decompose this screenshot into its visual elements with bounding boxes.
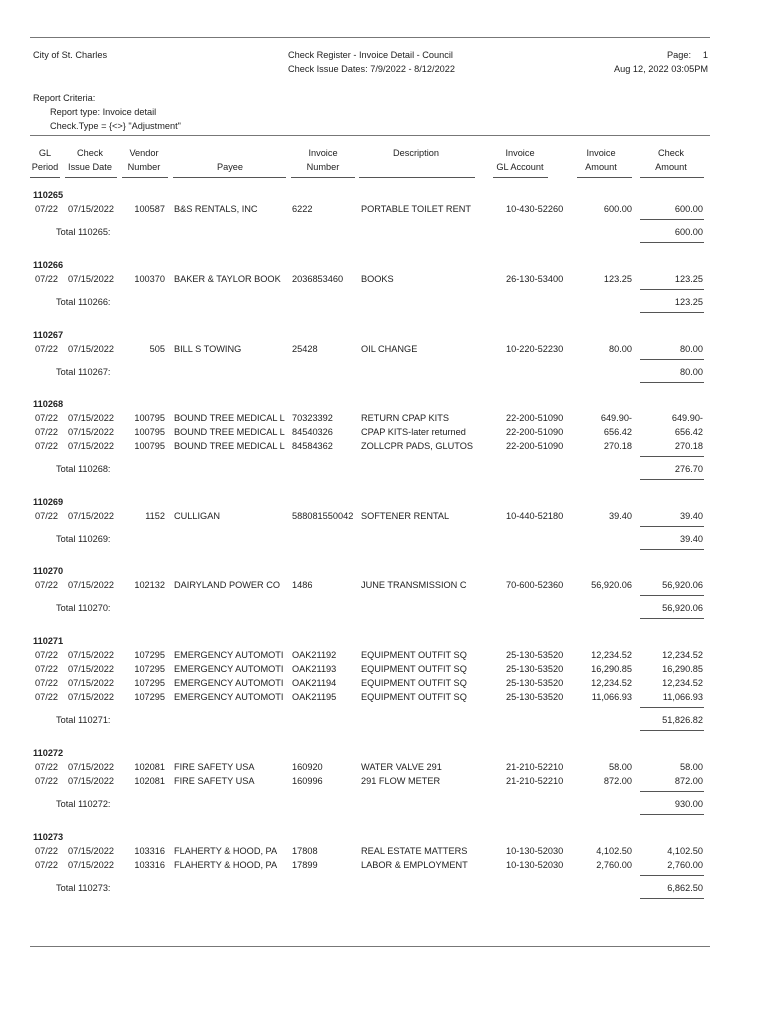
cell-invoice-amount: 80.00: [609, 344, 632, 354]
check-number: 110270: [33, 566, 64, 576]
cell-check-date: 07/15/2022: [68, 776, 114, 786]
cell-check-date: 07/15/2022: [68, 344, 114, 354]
group-total-label: Total 110268:: [56, 464, 111, 474]
cell-invoice-number: 6222: [292, 204, 313, 214]
cell-payee: B&S RENTALS, INC: [174, 204, 258, 214]
col-check-date-2: Issue Date: [68, 162, 112, 172]
amount-underline: [640, 219, 704, 220]
cell-invoice-number: OAK21193: [292, 664, 337, 674]
cell-gl-account: 22-200-51090: [506, 441, 564, 451]
col-vendor-1: Vendor: [129, 148, 159, 158]
col-check-amount-1: Check: [657, 148, 685, 158]
cell-gl-account: 25-130-53520: [506, 664, 564, 674]
cell-payee: EMERGENCY AUTOMOTI: [174, 664, 284, 674]
col-underline: [493, 177, 548, 178]
cell-check-amount: 600.00: [674, 204, 703, 214]
total-underline: [640, 479, 704, 480]
cell-payee: BOUND TREE MEDICAL L: [174, 427, 285, 437]
cell-invoice-amount: 12,234.52: [591, 678, 632, 688]
check-number: 110271: [33, 636, 64, 646]
top-rule: [30, 37, 710, 38]
group-total-label: Total 110272:: [56, 799, 111, 809]
cell-vendor-number: 100587: [134, 204, 165, 214]
cell-gl-period: 07/22: [35, 413, 58, 423]
col-underline: [359, 177, 475, 178]
page-label: Page:: [667, 50, 692, 60]
cell-check-amount: 80.00: [680, 344, 703, 354]
cell-vendor-number: 100370: [134, 274, 165, 284]
bottom-rule: [30, 946, 710, 947]
cell-gl-account: 10-220-52230: [506, 344, 564, 354]
criteria-check-type: Check.Type = {<>} "Adjustment": [50, 121, 181, 131]
group-total-label: Total 110271:: [56, 715, 111, 725]
cell-invoice-number: OAK21194: [292, 678, 337, 688]
cell-invoice-number: OAK21195: [292, 692, 337, 702]
cell-gl-period: 07/22: [35, 650, 58, 660]
page-number: 1: [702, 50, 708, 60]
cell-description: LABOR & EMPLOYMENT: [361, 860, 468, 870]
cell-check-date: 07/15/2022: [68, 441, 114, 451]
cell-payee: FIRE SAFETY USA: [174, 762, 255, 772]
cell-check-amount: 12,234.52: [662, 678, 703, 688]
cell-invoice-number: 70323392: [292, 413, 333, 423]
cell-payee: EMERGENCY AUTOMOTI: [174, 650, 284, 660]
cell-gl-account: 25-130-53520: [506, 650, 564, 660]
cell-payee: CULLIGAN: [174, 511, 220, 521]
cell-gl-account: 70-600-52360: [506, 580, 564, 590]
col-check-date-1: Check: [76, 148, 104, 158]
col-underline: [30, 177, 60, 178]
cell-invoice-number: OAK21192: [292, 650, 337, 660]
cell-invoice-number: 588081550042: [292, 511, 354, 521]
cell-gl-account: 10-130-52030: [506, 860, 564, 870]
cell-vendor-number: 103316: [134, 860, 165, 870]
cell-gl-period: 07/22: [35, 664, 58, 674]
cell-payee: EMERGENCY AUTOMOTI: [174, 692, 284, 702]
cell-description: RETURN CPAP KITS: [361, 413, 449, 423]
cell-description: ZOLLCPR PADS, GLUTOS: [361, 441, 473, 451]
total-underline: [640, 382, 704, 383]
cell-invoice-amount: 4,102.50: [596, 846, 632, 856]
cell-check-date: 07/15/2022: [68, 650, 114, 660]
report-dates: Check Issue Dates: 7/9/2022 - 8/12/2022: [288, 64, 456, 74]
group-total-amount: 6,862.50: [667, 883, 703, 893]
cell-check-amount: 4,102.50: [667, 846, 703, 856]
cell-check-amount: 39.40: [680, 511, 703, 521]
total-underline: [640, 730, 704, 731]
cell-vendor-number: 100795: [134, 413, 165, 423]
cell-description: SOFTENER RENTAL: [361, 511, 450, 521]
criteria-heading: Report Criteria:: [33, 93, 96, 103]
amount-underline: [640, 791, 704, 792]
cell-payee: BAKER & TAYLOR BOOK: [174, 274, 281, 284]
group-total-label: Total 110270:: [56, 603, 111, 613]
col-gl-account-2: GL Account: [496, 162, 544, 172]
group-total-label: Total 110267:: [56, 367, 111, 377]
cell-description: REAL ESTATE MATTERS: [361, 846, 468, 856]
cell-vendor-number: 505: [149, 344, 165, 354]
amount-underline: [640, 456, 704, 457]
group-total-amount: 600.00: [674, 227, 703, 237]
cell-check-date: 07/15/2022: [68, 413, 114, 423]
cell-description: EQUIPMENT OUTFIT SQ: [361, 664, 467, 674]
cell-invoice-number: 160996: [292, 776, 323, 786]
cell-vendor-number: 103316: [134, 846, 165, 856]
group-total-label: Total 110269:: [56, 534, 111, 544]
cell-check-date: 07/15/2022: [68, 274, 114, 284]
col-invoice-amount-2: Amount: [585, 162, 617, 172]
cell-invoice-amount: 656.42: [603, 427, 632, 437]
amount-underline: [640, 289, 704, 290]
cell-check-amount: 12,234.52: [662, 650, 703, 660]
cell-description: WATER VALVE 291: [361, 762, 442, 772]
cell-gl-account: 25-130-53520: [506, 692, 564, 702]
cell-invoice-amount: 56,920.06: [591, 580, 632, 590]
total-underline: [640, 898, 704, 899]
group-total-label: Total 110273:: [56, 883, 111, 893]
cell-vendor-number: 1152: [145, 511, 165, 521]
total-underline: [640, 242, 704, 243]
cell-invoice-number: 160920: [292, 762, 323, 772]
group-total-label: Total 110265:: [56, 227, 111, 237]
cell-description: JUNE TRANSMISSION C: [361, 580, 467, 590]
cell-gl-account: 10-430-52260: [506, 204, 564, 214]
cell-gl-account: 10-130-52030: [506, 846, 564, 856]
check-number: 110268: [33, 399, 64, 409]
cell-invoice-number: 17899: [292, 860, 318, 870]
total-underline: [640, 618, 704, 619]
check-number: 110267: [33, 330, 64, 340]
cell-check-date: 07/15/2022: [68, 678, 114, 688]
report-title: Check Register - Invoice Detail - Council: [288, 50, 453, 60]
cell-gl-period: 07/22: [35, 580, 58, 590]
cell-invoice-number: 2036853460: [292, 274, 344, 284]
amount-underline: [640, 595, 704, 596]
cell-gl-account: 22-200-51090: [506, 413, 564, 423]
cell-check-date: 07/15/2022: [68, 664, 114, 674]
cell-check-date: 07/15/2022: [68, 860, 114, 870]
col-gl-period-2: Period: [31, 162, 59, 172]
cell-gl-account: 10-440-52180: [506, 511, 564, 521]
col-check-amount-2: Amount: [655, 162, 687, 172]
cell-gl-period: 07/22: [35, 860, 58, 870]
cell-vendor-number: 107295: [134, 664, 165, 674]
col-gl-account-1: Invoice: [505, 148, 535, 158]
cell-vendor-number: 100795: [134, 427, 165, 437]
cell-invoice-amount: 649.90-: [600, 413, 632, 423]
group-total-amount: 56,920.06: [662, 603, 703, 613]
cell-description: CPAP KITS-later returned: [361, 427, 466, 437]
col-underline: [640, 177, 704, 178]
cell-check-amount: 872.00: [674, 776, 703, 786]
cell-gl-period: 07/22: [35, 427, 58, 437]
cell-invoice-number: 84540326: [292, 427, 333, 437]
cell-check-amount: 56,920.06: [662, 580, 703, 590]
cell-gl-period: 07/22: [35, 762, 58, 772]
group-total-amount: 930.00: [674, 799, 703, 809]
amount-underline: [640, 526, 704, 527]
col-invoice-number-1: Invoice: [308, 148, 338, 158]
cell-invoice-number: 17808: [292, 846, 318, 856]
cell-check-date: 07/15/2022: [68, 580, 114, 590]
cell-gl-account: 21-210-52210: [506, 776, 564, 786]
col-invoice-amount-1: Invoice: [586, 148, 616, 158]
cell-description: EQUIPMENT OUTFIT SQ: [361, 650, 467, 660]
cell-vendor-number: 107295: [134, 678, 165, 688]
cell-check-date: 07/15/2022: [68, 427, 114, 437]
group-total-amount: 51,826.82: [662, 715, 703, 725]
cell-gl-period: 07/22: [35, 846, 58, 856]
col-underline: [577, 177, 632, 178]
cell-payee: FIRE SAFETY USA: [174, 776, 255, 786]
cell-check-date: 07/15/2022: [68, 762, 114, 772]
col-vendor-2: Number: [127, 162, 161, 172]
cell-invoice-amount: 2,760.00: [596, 860, 632, 870]
cell-gl-period: 07/22: [35, 274, 58, 284]
check-number: 110269: [33, 497, 64, 507]
col-underline: [291, 177, 355, 178]
cell-check-amount: 649.90-: [671, 413, 703, 423]
col-invoice-number-2: Number: [306, 162, 340, 172]
cell-invoice-number: 1486: [292, 580, 313, 590]
cell-check-amount: 58.00: [680, 762, 703, 772]
col-underline: [122, 177, 168, 178]
cell-gl-period: 07/22: [35, 511, 58, 521]
group-total-label: Total 110266:: [56, 297, 111, 307]
cell-gl-period: 07/22: [35, 204, 58, 214]
cell-payee: BILL S TOWING: [174, 344, 242, 354]
cell-check-amount: 16,290.85: [662, 664, 703, 674]
cell-gl-account: 26-130-53400: [506, 274, 564, 284]
cell-gl-account: 25-130-53520: [506, 678, 564, 688]
cell-vendor-number: 107295: [134, 650, 165, 660]
cell-invoice-amount: 270.18: [603, 441, 632, 451]
cell-check-date: 07/15/2022: [68, 846, 114, 856]
cell-invoice-amount: 11,066.93: [591, 692, 632, 702]
criteria-report-type: Report type: Invoice detail: [50, 107, 157, 117]
cell-description: PORTABLE TOILET RENT: [361, 204, 471, 214]
cell-payee: BOUND TREE MEDICAL L: [174, 441, 285, 451]
cell-invoice-amount: 39.40: [609, 511, 632, 521]
cell-payee: EMERGENCY AUTOMOTI: [174, 678, 284, 688]
cell-check-date: 07/15/2022: [68, 511, 114, 521]
check-number: 110266: [33, 260, 64, 270]
cell-check-amount: 123.25: [674, 274, 703, 284]
cell-check-amount: 2,760.00: [667, 860, 703, 870]
cell-check-amount: 11,066.93: [662, 692, 703, 702]
cell-vendor-number: 102132: [134, 580, 165, 590]
cell-gl-period: 07/22: [35, 678, 58, 688]
cell-payee: FLAHERTY & HOOD, PA: [174, 846, 278, 856]
cell-vendor-number: 100795: [134, 441, 165, 451]
cell-description: 291 FLOW METER: [361, 776, 441, 786]
cell-description: EQUIPMENT OUTFIT SQ: [361, 692, 467, 702]
org-name: City of St. Charles: [33, 50, 108, 60]
cell-gl-period: 07/22: [35, 776, 58, 786]
cell-invoice-number: 25428: [292, 344, 318, 354]
cell-check-date: 07/15/2022: [68, 692, 114, 702]
cell-gl-account: 22-200-51090: [506, 427, 564, 437]
cell-gl-period: 07/22: [35, 441, 58, 451]
col-underline: [173, 177, 286, 178]
cell-invoice-amount: 58.00: [609, 762, 632, 772]
cell-payee: DAIRYLAND POWER CO: [174, 580, 281, 590]
check-number: 110272: [33, 748, 64, 758]
cell-invoice-amount: 600.00: [603, 204, 632, 214]
cell-description: OIL CHANGE: [361, 344, 418, 354]
cell-invoice-amount: 123.25: [603, 274, 632, 284]
cell-check-amount: 270.18: [674, 441, 703, 451]
cell-payee: BOUND TREE MEDICAL L: [174, 413, 285, 423]
criteria-rule: [30, 135, 710, 136]
col-underline: [65, 177, 117, 178]
group-total-amount: 123.25: [674, 297, 703, 307]
cell-description: EQUIPMENT OUTFIT SQ: [361, 678, 467, 688]
cell-gl-period: 07/22: [35, 692, 58, 702]
cell-check-date: 07/15/2022: [68, 204, 114, 214]
cell-invoice-number: 84584362: [292, 441, 333, 451]
amount-underline: [640, 707, 704, 708]
cell-vendor-number: 107295: [134, 692, 165, 702]
cell-gl-account: 21-210-52210: [506, 762, 564, 772]
amount-underline: [640, 875, 704, 876]
col-description: Description: [393, 148, 439, 158]
amount-underline: [640, 359, 704, 360]
check-number: 110265: [33, 190, 64, 200]
cell-gl-period: 07/22: [35, 344, 58, 354]
check-number: 110273: [33, 832, 64, 842]
cell-description: BOOKS: [361, 274, 394, 284]
total-underline: [640, 549, 704, 550]
cell-vendor-number: 102081: [134, 762, 165, 772]
cell-invoice-amount: 12,234.52: [591, 650, 632, 660]
cell-invoice-amount: 16,290.85: [591, 664, 632, 674]
cell-check-amount: 656.42: [674, 427, 703, 437]
col-payee: Payee: [216, 162, 244, 172]
printed-timestamp: Aug 12, 2022 03:05PM: [614, 64, 708, 74]
group-total-amount: 276.70: [674, 464, 703, 474]
total-underline: [640, 814, 704, 815]
col-gl-period-1: GL: [38, 148, 52, 158]
cell-payee: FLAHERTY & HOOD, PA: [174, 860, 278, 870]
group-total-amount: 39.40: [680, 534, 703, 544]
total-underline: [640, 312, 704, 313]
cell-vendor-number: 102081: [134, 776, 165, 786]
group-total-amount: 80.00: [680, 367, 703, 377]
cell-invoice-amount: 872.00: [603, 776, 632, 786]
